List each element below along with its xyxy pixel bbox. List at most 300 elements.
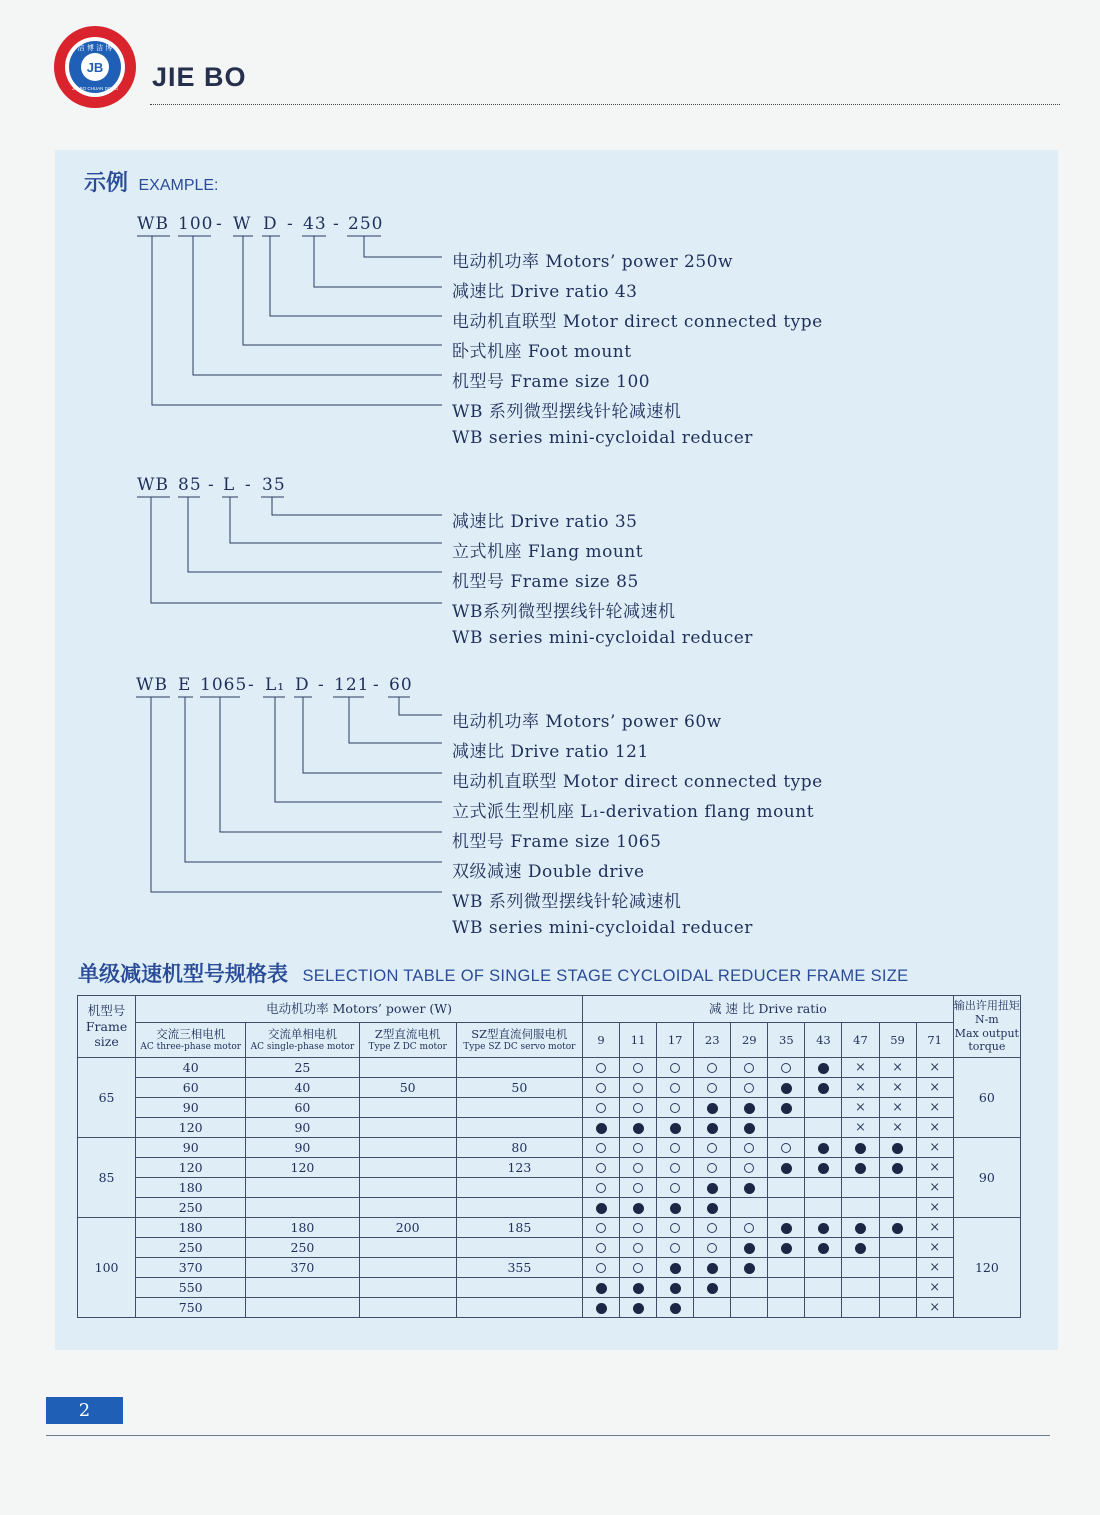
ratio-availability-cell (731, 1078, 768, 1098)
ratio-availability-cell (694, 1278, 731, 1298)
ratio-availability-cell (620, 1258, 657, 1278)
cross-icon: × (929, 1100, 941, 1115)
filled-circle-icon (781, 1103, 792, 1114)
code3-label-ratio: 减速比 Drive ratio 121 (452, 742, 649, 762)
open-circle-icon (633, 1243, 643, 1253)
filled-circle-icon (633, 1283, 644, 1294)
ratio-availability-cell (694, 1238, 731, 1258)
cross-icon: × (929, 1080, 941, 1095)
ratio-availability-cell (768, 1078, 805, 1098)
filled-circle-icon (744, 1263, 755, 1274)
open-circle-icon (633, 1103, 643, 1113)
ratio-availability-cell (879, 1098, 916, 1118)
table-row (78, 1278, 1021, 1298)
ratio-availability-cell (842, 1158, 879, 1178)
ratio-availability-cell (805, 1058, 842, 1078)
motor-power-cell: 370 (246, 1258, 359, 1278)
table-row (78, 1218, 1021, 1238)
motor-power-cell: 355 (456, 1258, 582, 1278)
logo-mark-text: JB (86, 60, 104, 75)
open-circle-icon (670, 1143, 680, 1153)
filled-circle-icon (892, 1163, 903, 1174)
cross-icon: × (929, 1220, 941, 1235)
ratio-availability-cell (879, 1178, 916, 1198)
header-ratio: 43 (805, 1023, 842, 1058)
filled-circle-icon (596, 1123, 607, 1134)
motor-power-cell (456, 1278, 582, 1298)
selection-table-title-en: SELECTION TABLE OF SINGLE STAGE CYCLOIDAL REDUCER FRAME SIZE (302, 967, 909, 985)
code2-seg-dash: - (245, 475, 252, 495)
frame-size-cell: 85 (78, 1138, 136, 1218)
cross-icon: × (929, 1180, 941, 1195)
ratio-availability-cell (620, 1278, 657, 1298)
ratio-availability-cell (731, 1118, 768, 1138)
motor-power-cell: 120 (136, 1118, 246, 1138)
motor-power-cell: 90 (136, 1138, 246, 1158)
selection-table-heading (78, 958, 908, 988)
motor-power-cell: 90 (246, 1118, 359, 1138)
header-max-torque (953, 996, 1020, 1058)
code1-label-ratio: 减速比 Drive ratio 43 (452, 282, 638, 302)
ratio-availability-cell (583, 1278, 620, 1298)
ratio-availability-cell (879, 1298, 916, 1318)
table-row (78, 1258, 1021, 1278)
filled-circle-icon (781, 1163, 792, 1174)
cross-icon: × (892, 1120, 904, 1135)
code3-label-frame: 机型号 Frame size 1065 (452, 832, 662, 852)
example-title-en: EXAMPLE: (138, 177, 219, 194)
ratio-availability-cell (768, 1178, 805, 1198)
motor-power-cell: 250 (136, 1198, 246, 1218)
ratio-availability-cell (916, 1158, 953, 1178)
open-circle-icon (596, 1183, 606, 1193)
ratio-availability-cell (805, 1158, 842, 1178)
ratio-availability-cell (805, 1298, 842, 1318)
open-circle-icon (670, 1223, 680, 1233)
ratio-availability-cell (620, 1218, 657, 1238)
ratio-availability-cell (694, 1118, 731, 1138)
ratio-availability-cell (657, 1138, 694, 1158)
cross-icon: × (855, 1060, 866, 1075)
ratio-availability-cell (694, 1198, 731, 1218)
filled-circle-icon (670, 1203, 681, 1214)
code1-seg-power: 250 (348, 214, 384, 234)
filled-circle-icon (670, 1123, 681, 1134)
motor-power-cell (456, 1178, 582, 1198)
ratio-availability-cell (842, 1198, 879, 1218)
motor-power-cell: 123 (456, 1158, 582, 1178)
ratio-availability-cell (583, 1078, 620, 1098)
ratio-availability-cell (620, 1078, 657, 1098)
ratio-availability-cell (879, 1078, 916, 1098)
header-ratio: 29 (731, 1023, 768, 1058)
ratio-availability-cell (583, 1118, 620, 1138)
ratio-availability-cell (731, 1278, 768, 1298)
ratio-availability-cell (583, 1298, 620, 1318)
ratio-availability-cell (657, 1278, 694, 1298)
code3-seg-double: E (178, 675, 192, 695)
cross-icon: × (929, 1280, 941, 1295)
code1-seg-ratio: 43 (303, 214, 327, 234)
logo-ring-top-text: 洁 博 洁 博 (77, 44, 113, 52)
ratio-availability-cell (583, 1158, 620, 1178)
ratio-availability-cell (842, 1178, 879, 1198)
cross-icon: × (855, 1080, 866, 1095)
ratio-availability-cell (916, 1118, 953, 1138)
ratio-availability-cell (731, 1178, 768, 1198)
ratio-availability-cell (916, 1258, 953, 1278)
ratio-availability-cell (842, 1218, 879, 1238)
open-circle-icon (707, 1083, 717, 1093)
open-circle-icon (596, 1263, 606, 1273)
motor-power-cell: 370 (136, 1258, 246, 1278)
frame-size-cell: 65 (78, 1058, 136, 1138)
ratio-availability-cell (583, 1238, 620, 1258)
open-circle-icon (670, 1063, 680, 1073)
cross-icon: × (892, 1100, 904, 1115)
ratio-availability-cell (731, 1298, 768, 1318)
filled-circle-icon (707, 1123, 718, 1134)
ratio-availability-cell (879, 1158, 916, 1178)
code2-label-mount: 立式机座 Flang mount (452, 542, 644, 562)
ratio-availability-cell (620, 1058, 657, 1078)
code1-seg-wb: WB (137, 214, 169, 234)
motor-power-cell: 550 (136, 1278, 246, 1298)
ratio-availability-cell (805, 1198, 842, 1218)
filled-circle-icon (818, 1243, 829, 1254)
code3-seg-dash: - (318, 675, 325, 695)
code1-label-mount: 卧式机座 Foot mount (452, 342, 632, 362)
motor-power-cell (456, 1238, 582, 1258)
filled-circle-icon (744, 1243, 755, 1254)
open-circle-icon (633, 1183, 643, 1193)
filled-circle-icon (670, 1303, 681, 1314)
motor-power-cell: 750 (136, 1298, 246, 1318)
max-torque-cell: 60 (953, 1058, 1020, 1138)
filled-circle-icon (855, 1243, 866, 1254)
ratio-availability-cell (842, 1298, 879, 1318)
header-frame-size (78, 996, 136, 1058)
ratio-availability-cell (842, 1258, 879, 1278)
ratio-availability-cell (657, 1218, 694, 1238)
filled-circle-icon (707, 1203, 718, 1214)
table-row (78, 1058, 1021, 1078)
ratio-availability-cell (620, 1118, 657, 1138)
table-row (78, 1178, 1021, 1198)
ratio-availability-cell (583, 1178, 620, 1198)
header-type-sz-en: Type SZ DC servo motor (463, 1041, 576, 1052)
header-type-sz-cn: SZ型直流伺服电机 (471, 1027, 568, 1042)
ratio-availability-cell (694, 1298, 731, 1318)
open-circle-icon (633, 1083, 643, 1093)
cross-icon: × (855, 1120, 866, 1135)
brand-name: JIE BO (152, 62, 247, 92)
motor-power-cell (359, 1158, 456, 1178)
ratio-availability-cell (657, 1078, 694, 1098)
max-torque-cell: 90 (953, 1138, 1020, 1218)
filled-circle-icon (596, 1283, 607, 1294)
filled-circle-icon (633, 1303, 644, 1314)
code1-seg-dash: - (287, 214, 294, 234)
ratio-availability-cell (842, 1278, 879, 1298)
ratio-availability-cell (731, 1138, 768, 1158)
code1-seg-mount: W (233, 214, 252, 234)
code3-seg-mount: L₁ (265, 675, 286, 695)
ratio-availability-cell (805, 1178, 842, 1198)
motor-power-cell (456, 1058, 582, 1078)
filled-circle-icon (855, 1223, 866, 1234)
code3-label-mount: 立式派生型机座 L₁-derivation flang mount (452, 802, 815, 822)
table-row (78, 1158, 1021, 1178)
open-circle-icon (707, 1223, 717, 1233)
header-ac-three-phase (136, 1023, 246, 1058)
filled-circle-icon (818, 1223, 829, 1234)
filled-circle-icon (892, 1223, 903, 1234)
open-circle-icon (744, 1083, 754, 1093)
motor-power-cell (359, 1298, 456, 1318)
ratio-availability-cell (805, 1238, 842, 1258)
open-circle-icon (633, 1063, 643, 1073)
code3-label-series-en: WB series mini-cycloidal reducer (452, 918, 753, 938)
motor-power-cell: 25 (246, 1058, 359, 1078)
cross-icon: × (929, 1140, 941, 1155)
ratio-availability-cell (694, 1218, 731, 1238)
open-circle-icon (596, 1143, 606, 1153)
ratio-availability-cell (768, 1158, 805, 1178)
ratio-availability-cell (768, 1278, 805, 1298)
motor-power-cell: 40 (246, 1078, 359, 1098)
motor-power-cell: 90 (136, 1098, 246, 1118)
header-frame-size-cn: 机型号 (87, 1003, 126, 1019)
header-drive-ratio: 减 速 比 Drive ratio (583, 996, 954, 1023)
motor-power-cell: 180 (246, 1218, 359, 1238)
ratio-availability-cell (916, 1278, 953, 1298)
table-row (78, 1078, 1021, 1098)
page-number: 2 (46, 1397, 123, 1424)
header-ratio: 35 (768, 1023, 805, 1058)
ratio-availability-cell (694, 1178, 731, 1198)
code3-label-series-cn: WB 系列微型摆线针轮减速机 (452, 892, 682, 912)
motor-power-cell: 180 (136, 1218, 246, 1238)
motor-power-cell (359, 1178, 456, 1198)
selection-table-title-cn: 单级减速机型号规格表 (78, 963, 288, 986)
code2-seg-ratio: 35 (262, 475, 286, 495)
filled-circle-icon (855, 1163, 866, 1174)
cross-icon: × (929, 1200, 941, 1215)
ratio-availability-cell (620, 1158, 657, 1178)
open-circle-icon (744, 1063, 754, 1073)
open-circle-icon (707, 1243, 717, 1253)
table-row (78, 1238, 1021, 1258)
max-torque-cell: 120 (953, 1218, 1020, 1318)
ratio-availability-cell (620, 1098, 657, 1118)
filled-circle-icon (633, 1203, 644, 1214)
ratio-availability-cell (842, 1118, 879, 1138)
ratio-availability-cell (916, 1078, 953, 1098)
motor-power-cell (359, 1278, 456, 1298)
cross-icon: × (929, 1160, 941, 1175)
motor-power-cell (456, 1298, 582, 1318)
ratio-availability-cell (916, 1238, 953, 1258)
ratio-availability-cell (731, 1158, 768, 1178)
ratio-availability-cell (694, 1058, 731, 1078)
code2-seg-wb: WB (137, 475, 169, 495)
code2-seg-frame: 85 (178, 475, 202, 495)
ratio-availability-cell (694, 1078, 731, 1098)
open-circle-icon (633, 1143, 643, 1153)
code3-seg-ratio: 121 (334, 675, 370, 695)
table-row (78, 1298, 1021, 1318)
open-circle-icon (596, 1063, 606, 1073)
open-circle-icon (744, 1223, 754, 1233)
ratio-availability-cell (768, 1258, 805, 1278)
open-circle-icon (707, 1063, 717, 1073)
header-ratio: 71 (916, 1023, 953, 1058)
table-row (78, 1198, 1021, 1218)
ratio-availability-cell (842, 1238, 879, 1258)
filled-circle-icon (818, 1163, 829, 1174)
filled-circle-icon (707, 1103, 718, 1114)
ratio-availability-cell (916, 1178, 953, 1198)
motor-power-cell: 250 (246, 1238, 359, 1258)
logo-ring-bottom-text: JIE BO CHUAN DONG (71, 86, 119, 91)
motor-power-cell (456, 1098, 582, 1118)
header-ratio: 59 (879, 1023, 916, 1058)
filled-circle-icon (670, 1263, 681, 1274)
filled-circle-icon (855, 1143, 866, 1154)
motor-power-cell: 40 (136, 1058, 246, 1078)
ratio-availability-cell (620, 1138, 657, 1158)
ratio-availability-cell (583, 1218, 620, 1238)
ratio-availability-cell (879, 1118, 916, 1138)
open-circle-icon (596, 1083, 606, 1093)
ratio-availability-cell (620, 1198, 657, 1218)
motor-power-cell (359, 1198, 456, 1218)
ratio-availability-cell (879, 1218, 916, 1238)
ratio-availability-cell (731, 1058, 768, 1078)
code1-label-series-cn: WB 系列微型摆线针轮减速机 (452, 402, 682, 422)
filled-circle-icon (744, 1103, 755, 1114)
motor-power-cell: 185 (456, 1218, 582, 1238)
motor-power-cell (359, 1258, 456, 1278)
ratio-availability-cell (768, 1218, 805, 1238)
ratio-availability-cell (694, 1138, 731, 1158)
motor-power-cell: 60 (136, 1078, 246, 1098)
motor-power-cell: 250 (136, 1238, 246, 1258)
code3-seg-dash: - (248, 675, 255, 695)
ratio-availability-cell (916, 1138, 953, 1158)
motor-power-cell (359, 1238, 456, 1258)
motor-power-cell (246, 1278, 359, 1298)
filled-circle-icon (744, 1123, 755, 1134)
ratio-availability-cell (657, 1178, 694, 1198)
ratio-availability-cell (657, 1158, 694, 1178)
ratio-availability-cell (916, 1218, 953, 1238)
header-ratio: 11 (620, 1023, 657, 1058)
ratio-availability-cell (657, 1098, 694, 1118)
ratio-availability-cell (731, 1218, 768, 1238)
open-circle-icon (744, 1143, 754, 1153)
header-ac-three-en: AC three-phase motor (140, 1041, 242, 1052)
code1-seg-frame: 100 (178, 214, 214, 234)
example-title-cn: 示例 (84, 170, 129, 195)
ratio-availability-cell (805, 1278, 842, 1298)
filled-circle-icon (596, 1303, 607, 1314)
ratio-availability-cell (731, 1098, 768, 1118)
motor-power-cell: 50 (456, 1078, 582, 1098)
header-ac-single-phase (246, 1023, 359, 1058)
motor-power-cell (456, 1118, 582, 1138)
code3-seg-frame: 1065 (200, 675, 248, 695)
table-row (78, 1118, 1021, 1138)
header-ratio: 17 (657, 1023, 694, 1058)
code1-seg-dash: - (216, 214, 223, 234)
open-circle-icon (707, 1143, 717, 1153)
ratio-availability-cell (694, 1098, 731, 1118)
motor-power-cell (359, 1058, 456, 1078)
ratio-availability-cell (657, 1258, 694, 1278)
ratio-availability-cell (731, 1198, 768, 1218)
ratio-availability-cell (842, 1098, 879, 1118)
header-ac-single-en: AC single-phase motor (250, 1041, 355, 1052)
filled-circle-icon (633, 1123, 644, 1134)
filled-circle-icon (596, 1203, 607, 1214)
code2-label-ratio: 减速比 Drive ratio 35 (452, 512, 638, 532)
motor-power-cell (456, 1198, 582, 1218)
filled-circle-icon (707, 1283, 718, 1294)
open-circle-icon (633, 1223, 643, 1233)
cross-icon: × (929, 1300, 941, 1315)
frame-size-cell: 100 (78, 1218, 136, 1318)
filled-circle-icon (781, 1083, 792, 1094)
motor-power-cell: 60 (246, 1098, 359, 1118)
open-circle-icon (596, 1243, 606, 1253)
ratio-availability-cell (657, 1298, 694, 1318)
motor-power-cell (359, 1098, 456, 1118)
ratio-availability-cell (842, 1058, 879, 1078)
code1-seg-motor: D (263, 214, 278, 234)
header-ac-single-cn: 交流单相电机 (267, 1027, 337, 1042)
selection-table (77, 995, 1021, 1318)
cross-icon: × (892, 1060, 904, 1075)
ratio-availability-cell (583, 1058, 620, 1078)
ratio-availability-cell (657, 1118, 694, 1138)
code3-label-motor: 电动机直联型 Motor direct connected type (452, 772, 823, 792)
motor-power-cell: 120 (136, 1158, 246, 1178)
ratio-availability-cell (583, 1138, 620, 1158)
filled-circle-icon (670, 1283, 681, 1294)
code3-label-power: 电动机功率 Motors’ power 60w (452, 712, 722, 732)
ratio-availability-cell (768, 1058, 805, 1078)
cross-icon: × (929, 1120, 941, 1135)
code3-seg-motor: D (295, 675, 310, 695)
ratio-availability-cell (916, 1298, 953, 1318)
ratio-availability-cell (768, 1098, 805, 1118)
ratio-availability-cell (879, 1258, 916, 1278)
open-circle-icon (633, 1263, 643, 1273)
ratio-availability-cell (731, 1258, 768, 1278)
filled-circle-icon (818, 1083, 829, 1094)
code2-label-frame: 机型号 Frame size 85 (452, 572, 639, 592)
ratio-availability-cell (620, 1178, 657, 1198)
open-circle-icon (781, 1063, 791, 1073)
motor-power-cell: 90 (246, 1138, 359, 1158)
motor-power-cell: 200 (359, 1218, 456, 1238)
ratio-availability-cell (768, 1198, 805, 1218)
header-torque-en: Max output torque (954, 1026, 1019, 1054)
ratio-availability-cell (768, 1238, 805, 1258)
motor-power-cell: 80 (456, 1138, 582, 1158)
